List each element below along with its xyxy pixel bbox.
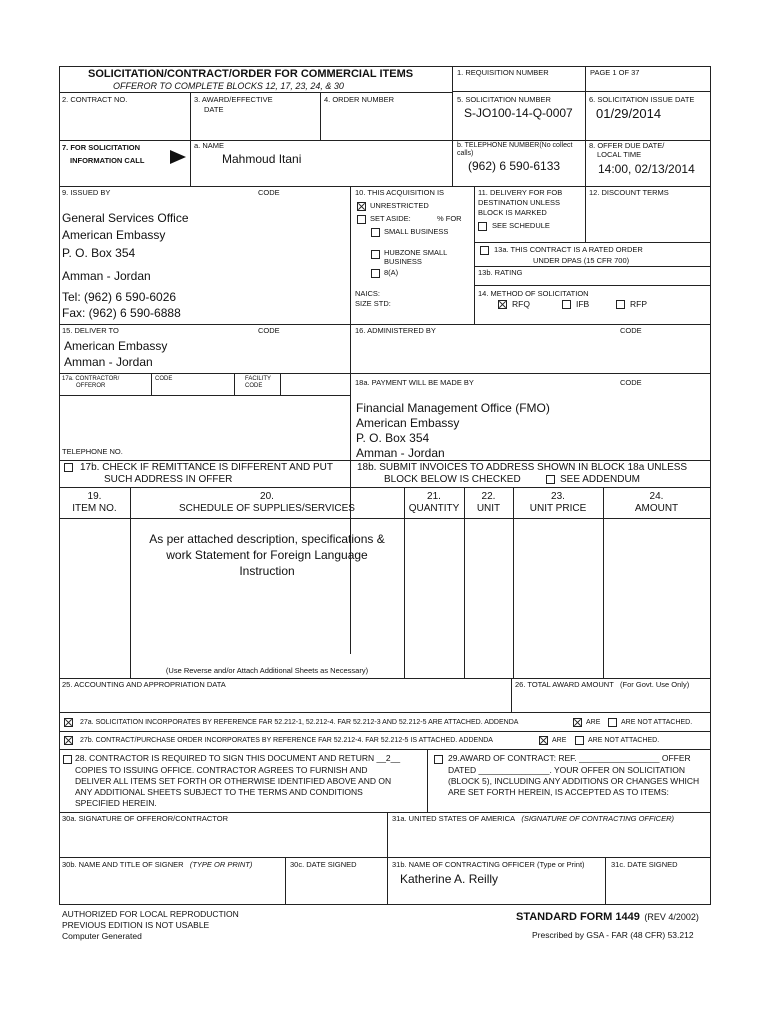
27b-are-label: ARE xyxy=(552,737,567,744)
block29-text: DATED _______________. YOUR OFFER ON SOLICITATION xyxy=(448,765,685,775)
ifb-checkbox[interactable] xyxy=(562,300,571,309)
facility-code-label-2: CODE xyxy=(245,383,263,389)
col-item-no: ITEM NO. xyxy=(72,503,117,514)
issued-by-line: Tel: (962) 6 590-6026 xyxy=(62,290,177,304)
solicitation-info-label: 7. FOR SOLICITATION xyxy=(62,143,141,152)
us-signature-label: 31a. UNITED STATES OF AMERICA (SIGNATURE OF CONTRACTING OFFICER) xyxy=(392,814,674,823)
schedule-description: As per attached description, specifications & xyxy=(149,532,385,546)
solicitation-method-label: 14. METHOD OF SOLICITATION xyxy=(478,289,589,298)
phone-label: b. TELEPHONE NUMBER(No collect xyxy=(457,142,573,149)
issue-date: 01/29/2014 xyxy=(596,106,662,121)
27b-label: 27b. CONTRACT/PURCHASE ORDER INCORPORATES BY REFERENCE FAR 52.212-4. FAR 52.212-5 IS ATTACHED. ADDENDA xyxy=(80,737,493,744)
block28-text: DELIVER ALL ITEMS SET FORTH OR OTHERWISE IDENTIFIED ABOVE AND ON xyxy=(75,776,392,786)
col-unit-price: UNIT PRICE xyxy=(529,503,587,514)
contracting-officer-signature-field[interactable] xyxy=(392,826,708,856)
block29-text: 29.AWARD OF CONTRACT: REF. _________________ OFFER xyxy=(448,753,691,763)
offer-due-label-2: LOCAL TIME xyxy=(597,150,642,159)
contractor-sign-checkbox[interactable] xyxy=(63,755,72,764)
facility-code-label: FACILITY xyxy=(245,376,272,382)
name-label: a. NAME xyxy=(194,141,225,150)
form-title: SOLICITATION/CONTRACT/ORDER FOR COMMERCIAL ITEMS xyxy=(88,68,414,80)
set-aside-checkbox[interactable] xyxy=(357,215,366,224)
issued-by-line: Amman - Jordan xyxy=(62,269,151,283)
deliver-to-line: Amman - Jordan xyxy=(64,355,153,369)
issued-by-line: Fax: (962) 6 590-6888 xyxy=(62,306,181,320)
col-unit: UNIT xyxy=(476,503,501,514)
hubzone-label-2: BUSINESS xyxy=(384,257,422,266)
footer-reproduction: AUTHORIZED FOR LOCAL REPRODUCTION xyxy=(62,909,239,919)
phone-label-2: calls) xyxy=(457,150,474,157)
footer-previous-edition: PREVIOUS EDITION IS NOT USABLE xyxy=(62,920,210,930)
offer-due-label: 8. OFFER DUE DATE/ xyxy=(589,141,665,150)
hubzone-label: HUBZONE SMALL xyxy=(384,248,448,257)
col-amount: AMOUNT xyxy=(634,503,679,514)
size-std-label: SIZE STD: xyxy=(355,299,391,308)
27a-are-not-checkbox[interactable] xyxy=(608,718,617,727)
see-addendum-checkbox[interactable] xyxy=(546,475,555,484)
see-schedule-checkbox[interactable] xyxy=(478,222,487,231)
percent-for-label: % FOR xyxy=(437,214,462,223)
27b-are-checkbox[interactable] xyxy=(539,736,548,745)
order-number-label: 4. ORDER NUMBER xyxy=(324,95,395,104)
block29-text: ARE SET FORTH HEREIN, IS ACCEPTED AS TO ITEMS: xyxy=(448,787,669,797)
payment-by-line: American Embassy xyxy=(356,416,460,430)
contractor-label-2: OFFEROR xyxy=(76,383,106,389)
unrestricted-checkbox[interactable] xyxy=(357,202,366,211)
accounting-label: 25. ACCOUNTING AND APPROPRIATION DATA xyxy=(62,680,226,689)
offeror-date-label: 30c. DATE SIGNED xyxy=(290,860,357,869)
27a-are-not-label: ARE NOT ATTACHED. xyxy=(621,719,693,726)
issued-by-line: American Embassy xyxy=(62,228,166,242)
27a-checkbox[interactable] xyxy=(64,718,73,727)
col-item-no-num: 19. xyxy=(87,491,102,502)
col-unit-num: 22. xyxy=(481,491,496,502)
footer-computer-generated: Computer Generated xyxy=(62,931,142,941)
payment-by-code-label: CODE xyxy=(620,378,642,387)
deliver-to-label: 15. DELIVER TO xyxy=(62,326,119,335)
delivery-fob-label-3: BLOCK IS MARKED xyxy=(478,208,547,217)
payment-by-label: 18a. PAYMENT WILL BE MADE BY xyxy=(355,378,474,387)
block28-text: COPIES TO ISSUING OFFICE. CONTRACTOR AGREES TO FURNISH AND xyxy=(75,765,368,775)
remittance-checkbox[interactable] xyxy=(64,463,73,472)
offeror-signature-label: 30a. SIGNATURE OF OFFEROR/CONTRACTOR xyxy=(62,814,228,823)
deliver-to-code-label: CODE xyxy=(258,326,280,335)
contracting-officer-name: Katherine A. Reilly xyxy=(400,872,499,886)
payment-by-line: Financial Management Office (FMO) xyxy=(356,401,550,415)
administered-by-code-label: CODE xyxy=(620,326,642,335)
issued-by-line: General Services Office xyxy=(62,211,189,225)
schedule-description: work Statement for Foreign Language xyxy=(166,548,368,562)
27a-label: 27a. SOLICITATION INCORPORATES BY REFERENCE FAR 52.212-1, 52.212-4. FAR 52.212-3 AND 52.212-5 ARE ATTACHED. ADDENDA xyxy=(80,719,519,726)
col-unit-price-num: 23. xyxy=(551,491,565,502)
see-schedule-label: SEE SCHEDULE xyxy=(492,221,550,230)
acquisition-label: 10. THIS ACQUISITION IS xyxy=(355,188,445,197)
contractor-label: 17a. CONTRACTOR/ xyxy=(62,376,120,382)
set-aside-label: SET ASIDE: xyxy=(370,214,411,223)
8a-checkbox[interactable] xyxy=(371,269,380,278)
col-amount-num: 24. xyxy=(649,491,664,502)
27b-checkbox[interactable] xyxy=(64,736,73,745)
remittance-label-2: SUCH ADDRESS IN OFFER xyxy=(104,474,233,485)
dpas-label: UNDER DPAS (15 CFR 700) xyxy=(533,256,630,265)
small-business-label: SMALL BUSINESS xyxy=(384,227,449,236)
payment-by-line: P. O. Box 354 xyxy=(356,431,430,445)
administered-by-label: 16. ADMINISTERED BY xyxy=(355,326,436,335)
award-date-label-2: DATE xyxy=(204,105,224,114)
block29-text: (BLOCK 5), INCLUDING ANY ADDITIONS OR CHANGES WHICH xyxy=(448,776,700,786)
27b-are-not-label: ARE NOT ATTACHED. xyxy=(588,737,660,744)
schedule-description: Instruction xyxy=(239,564,295,578)
issued-by-label: 9. ISSUED BY xyxy=(62,188,111,197)
signer-name-label: 30b. NAME AND TITLE OF SIGNER (TYPE OR PRINT) xyxy=(62,860,253,869)
award-contract-checkbox[interactable] xyxy=(434,755,443,764)
contact-phone: (962) 6 590-6133 xyxy=(468,159,561,173)
rfp-label: RFP xyxy=(630,299,647,309)
submit-invoices-label-2: BLOCK BELOW IS CHECKED xyxy=(384,474,521,485)
naics-label: NAICS: xyxy=(355,289,381,298)
contact-name: Mahmoud Itani xyxy=(222,152,302,166)
8a-label: 8(A) xyxy=(384,268,399,277)
offer-due-date: 14:00, 02/13/2014 xyxy=(598,162,695,176)
small-business-checkbox[interactable] xyxy=(371,228,380,237)
block28-text: 28. CONTRACTOR IS REQUIRED TO SIGN THIS DOCUMENT AND RETURN __2__ xyxy=(75,753,401,763)
officer-name-label: 31b. NAME OF CONTRACTING OFFICER (Type or Print) xyxy=(392,860,585,869)
col-schedule: SCHEDULE OF SUPPLIES/SERVICES xyxy=(179,503,355,514)
schedule-note: (Use Reverse and/or Attach Additional Sheets as Necessary) xyxy=(165,666,369,675)
form-subtitle: OFFEROR TO COMPLETE BLOCKS 12, 17, 23, 24, & 30 xyxy=(113,81,344,91)
27b-are-not-checkbox[interactable] xyxy=(575,736,584,745)
see-addendum-label: SEE ADDENDUM xyxy=(560,474,641,485)
telephone-label: TELEPHONE NO. xyxy=(62,447,123,456)
col-schedule-num: 20. xyxy=(260,491,274,502)
solicitation-number-label: 5. SOLICITATION NUMBER xyxy=(457,95,551,104)
submit-invoices-label: 18b. SUBMIT INVOICES TO ADDRESS SHOWN IN BLOCK 18a UNLESS xyxy=(357,462,688,473)
discount-terms-label: 12. DISCOUNT TERMS xyxy=(589,188,669,197)
payment-by-line: Amman - Jordan xyxy=(356,446,445,460)
ifb-label: IFB xyxy=(576,299,590,309)
issue-date-label: 6. SOLICITATION ISSUE DATE xyxy=(589,95,695,104)
rfq-checkbox[interactable] xyxy=(498,300,507,309)
page-indicator: PAGE 1 OF 37 xyxy=(590,68,640,77)
col-quantity: QUANTITY xyxy=(408,503,460,514)
rating-label: 13b. RATING xyxy=(478,268,523,277)
contract-no-label: 2. CONTRACT NO. xyxy=(62,95,128,104)
col-quantity-num: 21. xyxy=(427,491,441,502)
offeror-signature-field[interactable] xyxy=(62,826,384,856)
delivery-fob-label: 11. DELIVERY FOR FOB xyxy=(478,188,563,197)
issued-by-line: P. O. Box 354 xyxy=(62,246,136,260)
block28-text: SPECIFIED HEREIN. xyxy=(75,798,157,808)
footer-prescribed: Prescribed by GSA - FAR (48 CFR) 53.212 xyxy=(532,930,694,940)
total-award-label: 26. TOTAL AWARD AMOUNT (For Govt. Use Only) xyxy=(515,680,690,689)
delivery-fob-label-2: DESTINATION UNLESS xyxy=(478,198,560,207)
remittance-label: 17b. CHECK IF REMITTANCE IS DIFFERENT AND PUT xyxy=(80,462,333,473)
arrow-right-icon xyxy=(170,150,186,164)
27a-are-checkbox[interactable] xyxy=(573,718,582,727)
hubzone-checkbox[interactable] xyxy=(371,250,380,259)
form-number: STANDARD FORM 1449 (REV 4/2002) xyxy=(516,911,699,923)
officer-date-label: 31c. DATE SIGNED xyxy=(611,860,678,869)
deliver-to-line: American Embassy xyxy=(64,339,168,353)
rfp-checkbox[interactable] xyxy=(616,300,625,309)
requisition-number-label: 1. REQUISITION NUMBER xyxy=(457,68,549,77)
award-date-label: 3. AWARD/EFFECTIVE xyxy=(194,95,273,104)
contractor-code-label: CODE xyxy=(155,376,173,382)
rfq-label: RFQ xyxy=(512,299,530,309)
solicitation-number: S-JO100-14-Q-0007 xyxy=(464,106,573,120)
unrestricted-label: UNRESTRICTED xyxy=(370,201,429,210)
27a-are-label: ARE xyxy=(586,719,601,726)
rated-order-checkbox[interactable] xyxy=(480,246,489,255)
issued-by-code-label: CODE xyxy=(258,188,280,197)
solicitation-info-label-2: INFORMATION CALL xyxy=(70,156,145,165)
rated-order-label: 13a. THIS CONTRACT IS A RATED ORDER xyxy=(494,245,643,254)
block28-text: ANY ADDITIONAL SHEETS SUBJECT TO THE TERMS AND CONDITIONS xyxy=(75,787,363,797)
